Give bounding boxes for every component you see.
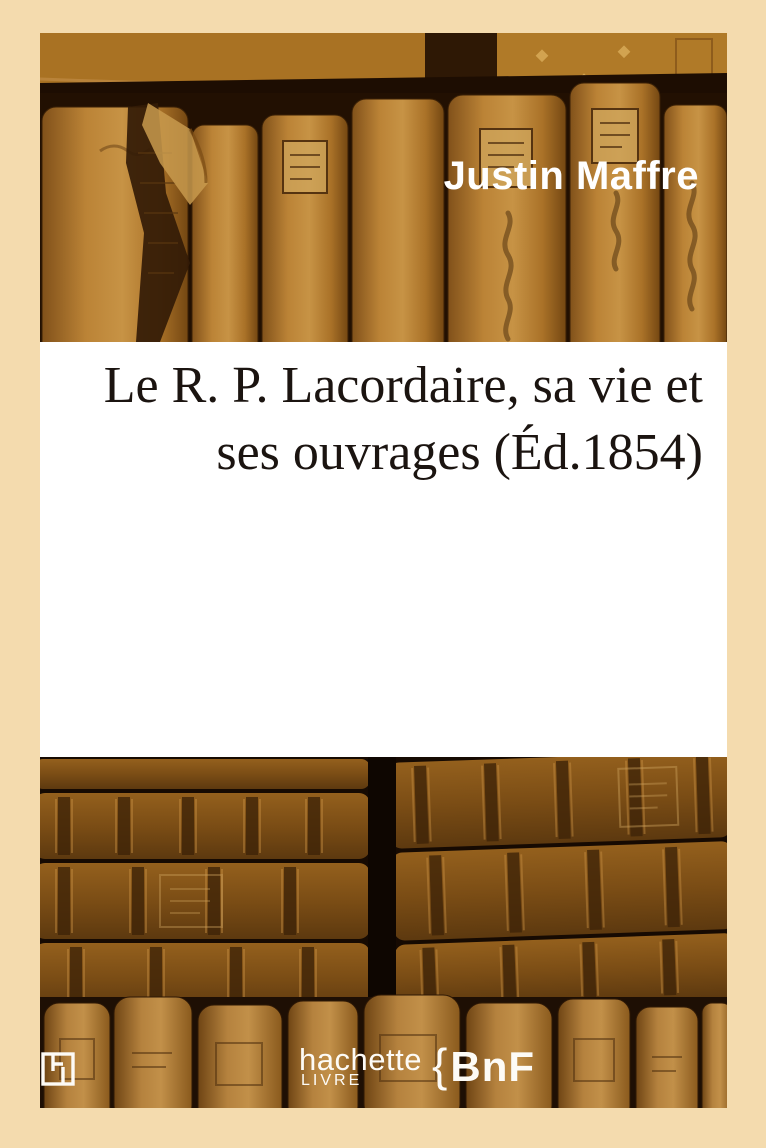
bnf-wordmark: BnF xyxy=(450,1043,536,1090)
title-band xyxy=(40,342,727,757)
title-line-2: ses ouvrages (Éd.1854) xyxy=(216,424,703,481)
hachette-logo-icon xyxy=(40,1051,76,1087)
title-line-1: Le R. P. Lacordaire, sa vie et xyxy=(103,357,703,414)
bnf-logo xyxy=(432,1039,536,1091)
hachette-livre-label: LIVRE xyxy=(301,1072,363,1089)
cover-photo-area xyxy=(40,33,727,1108)
bnf-brace-glyph: { xyxy=(432,1039,448,1091)
hachette-wordmark: hachette xyxy=(299,1042,422,1077)
author-name: Justin Maffre xyxy=(443,154,699,198)
